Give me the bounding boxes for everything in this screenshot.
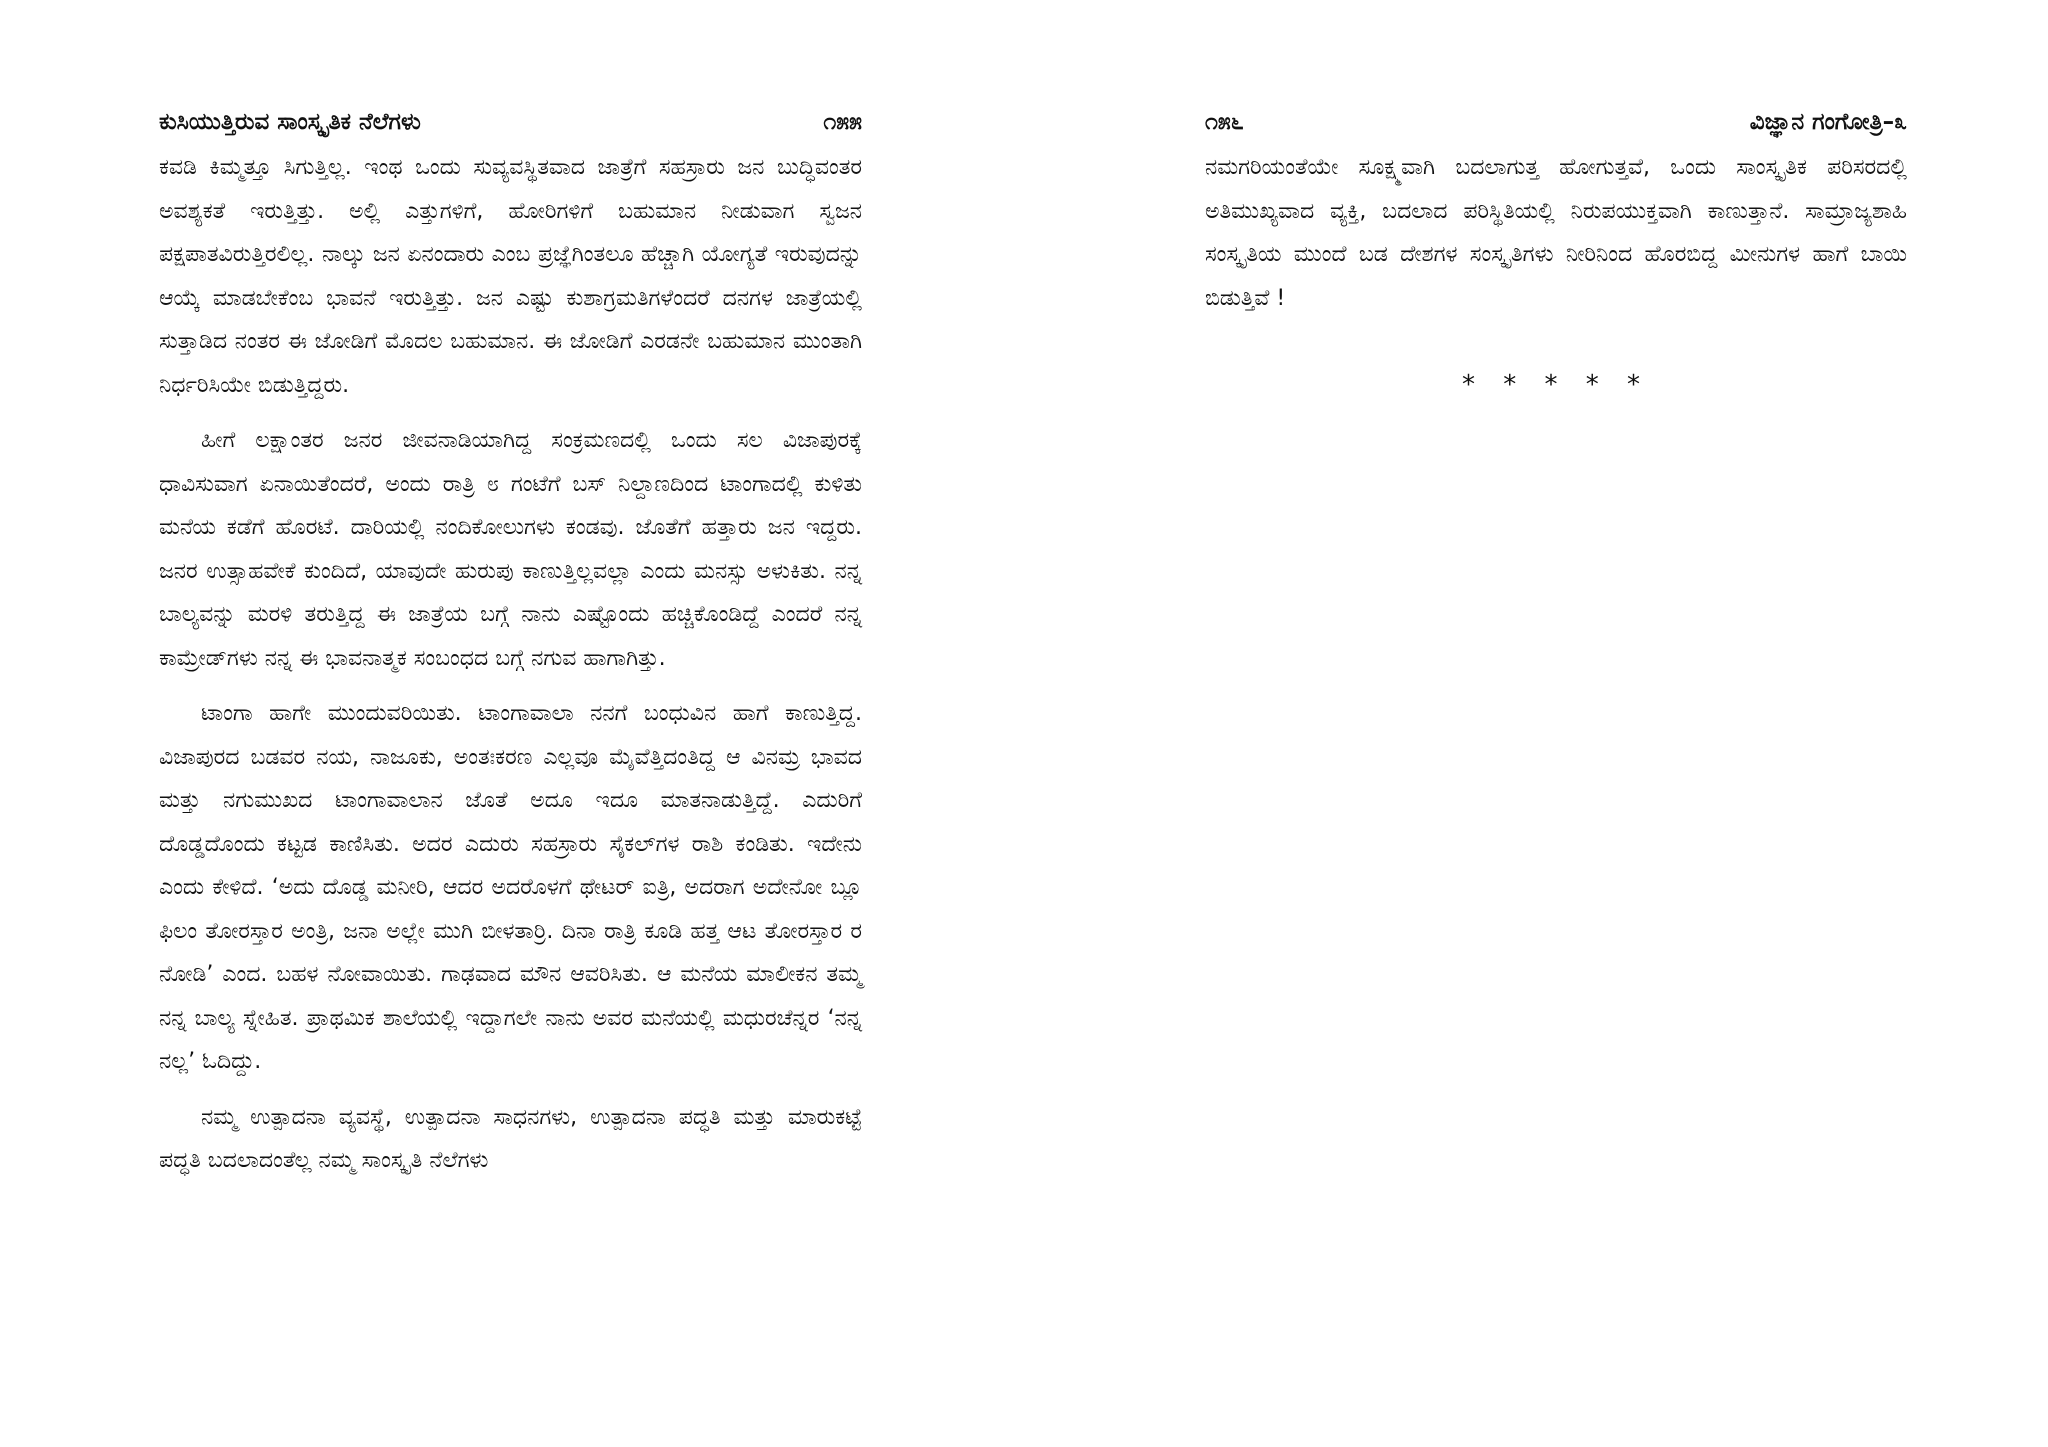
paragraph: ಹೀಗೆ ಲಕ್ಷಾಂತರ ಜನರ ಜೀವನಾಡಿಯಾಗಿದ್ದ ಸಂಕ್ರಮಣದಲ್ಲಿ ಒಂದು ಸಲ ವಿಜಾಪುರಕ್ಕೆ ಧಾವಿಸುವಾಗ ಏನಾಯಿತೆಂದರೆ, ಅಂದು ರಾತ್ರಿ ೮ ಗಂಟೆಗೆ ಬಸ್ ನಿಲ್ದಾಣದಿಂದ ಟಾಂಗಾದಲ್ಲಿ ಕುಳಿತು ಮನೆಯ ಕಡೆಗೆ ಹೊರಟೆ. ದಾರಿಯಲ್ಲಿ ನಂದಿಕೋಲುಗಳು ಕಂಡವು. ಜೊತೆಗೆ ಹತ್ತಾರು ಜನ ಇದ್ದರು. ಜನರ ಉತ್ಸಾಹವೇಕೆ ಕುಂದಿದೆ, ಯಾವುದೇ ಹುರುಪು ಕಾಣುತ್ತಿಲ್ಲವಲ್ಲಾ ಎಂದು ಮನಸ್ಸು ಅಳುಕಿತು. ನನ್ನ ಬಾಲ್ಯವನ್ನು ಮರಳಿ ತರುತ್ತಿದ್ದ ಈ ಜಾತ್ರೆಯ ಬಗ್ಗೆ ನಾನು ಎಷ್ಟೊಂದು ಹಚ್ಚಿಕೊಂಡಿದ್ದೆ ಎಂದರೆ ನನ್ನ ಕಾಮ್ರೇಡ್‌ಗಳು ನನ್ನ ಈ ಭಾವನಾತ್ಮಕ ಸಂಬಂಧದ ಬಗ್ಗೆ ನಗುವ ಹಾಗಾಗಿತ್ತು. (159, 428, 862, 671)
paragraph: ಟಾಂಗಾ ಹಾಗೇ ಮುಂದುವರಿಯಿತು. ಟಾಂಗಾವಾಲಾ ನನಗೆ ಬಂಧುವಿನ ಹಾಗೆ ಕಾಣುತ್ತಿದ್ದ. ವಿಜಾಪುರದ ಬಡವರ ನಯ, ನಾಜೂಕು, ಅಂತಃಕರಣ ಎಲ್ಲವೂ ಮೈವೆತ್ತಿದಂತಿದ್ದ ಆ ವಿನಮ್ರ ಭಾವದ ಮತ್ತು ನಗುಮುಖದ ಟಾಂಗಾವಾಲಾನ ಜೊತೆ ಅದೂ ಇದೂ ಮಾತನಾಡುತ್ತಿದ್ದೆ. ಎದುರಿಗೆ ದೊಡ್ಡದೊಂದು ಕಟ್ಟಡ ಕಾಣಿಸಿತು. ಅದರ ಎದುರು ಸಹಸ್ರಾರು ಸೈಕಲ್‌ಗಳ ರಾಶಿ ಕಂಡಿತು. ಇದೇನು ಎಂದು ಕೇಳಿದೆ. ‘ಅದು ದೊಡ್ಡ ಮನೀರಿ, ಆದರ ಅದರೊಳಗೆ ಥೇಟರ್ ಐತ್ರಿ, ಅದರಾಗ ಅದೇನೋ ಬ್ಲೂ ಫಿಲಂ ತೋರಸ್ತಾರ ಅಂತ್ರಿ, ಜನಾ ಅಲ್ಲೇ ಮುಗಿ ಬೀಳತಾರ್ರಿ. ದಿನಾ ರಾತ್ರಿ ಕೂಡಿ ಹತ್ತ ಆಟ ತೋರಸ್ತಾರ ರ ನೋಡಿ’ ಎಂದ. ಬಹಳ ನೋವಾಯಿತು. ಗಾಢವಾದ ಮೌನ ಆವರಿಸಿತು. ಆ ಮನೆಯ ಮಾಲೀಕನ ತಮ್ಮ ನನ್ನ ಬಾಲ್ಯ ಸ್ನೇಹಿತ. ಪ್ರಾಥಮಿಕ ಶಾಲೆಯಲ್ಲಿ ಇದ್ದಾಗಲೇ ನಾನು ಅವರ ಮನೆಯಲ್ಲಿ ಮಧುರಚೆನ್ನರ ‘ನನ್ನ ನಲ್ಲ’ ಓದಿದ್ದು. (159, 701, 862, 1074)
section-separator: * * * * * (1461, 370, 1651, 400)
right-running-header (1205, 100, 1907, 144)
right-page (1205, 100, 1907, 400)
paragraph: ಕವಡಿ ಕಿಮ್ಮತ್ತೂ ಸಿಗುತ್ತಿಲ್ಲ. ಇಂಥ ಒಂದು ಸುವ್ಯವಸ್ಥಿತವಾದ ಜಾತ್ರೆಗೆ ಸಹಸ್ರಾರು ಜನ ಬುದ್ಧಿವಂತರ ಅವಶ್ಯಕತೆ ಇರುತ್ತಿತ್ತು. ಅಲ್ಲಿ ಎತ್ತುಗಳಿಗೆ, ಹೋರಿಗಳಿಗೆ ಬಹುಮಾನ ನೀಡುವಾಗ ಸ್ವಜನ ಪಕ್ಷಪಾತವಿರುತ್ತಿರಲಿಲ್ಲ. ನಾಲ್ಕು ಜನ ಏನಂದಾರು ಎಂಬ ಪ್ರಜ್ಞೆಗಿಂತಲೂ ಹೆಚ್ಚಾಗಿ ಯೋಗ್ಯತೆ ಇರುವುದನ್ನು ಆಯ್ಕೆ ಮಾಡಬೇಕೆಂಬ ಭಾವನೆ ಇರುತ್ತಿತ್ತು. ಜನ ಎಷ್ಟು ಕುಶಾಗ್ರಮತಿಗಳೆಂದರೆ ದನಗಳ ಜಾತ್ರೆಯಲ್ಲಿ ಸುತ್ತಾಡಿದ ನಂತರ ಈ ಜೋಡಿಗೆ ಮೊದಲ ಬಹುಮಾನ. ಈ ಜೋಡಿಗೆ ಎರಡನೇ ಬಹುಮಾನ ಮುಂತಾಗಿ ನಿರ್ಧರಿಸಿಯೇ ಬಿಡುತ್ತಿದ್ದರು. (159, 155, 862, 398)
right-header-title: ವಿಜ್ಞಾನ ಗಂಗೋತ್ರಿ–೩ (1749, 109, 1907, 135)
left-header-title: ಕುಸಿಯುತ್ತಿರುವ ಸಾಂಸ್ಕೃತಿಕ ನೆಲೆಗಳು (159, 109, 421, 135)
left-page (159, 100, 862, 1183)
left-body-text (159, 146, 862, 1183)
right-page-number: ೧೫೬ (1205, 109, 1244, 135)
paragraph: ನಮಗರಿಯಂತೆಯೇ ಸೂಕ್ಷ್ಮವಾಗಿ ಬದಲಾಗುತ್ತ ಹೋಗುತ್ತವೆ, ಒಂದು ಸಾಂಸ್ಕೃತಿಕ ಪರಿಸರದಲ್ಲಿ ಅತಿಮುಖ್ಯವಾದ ವ್ಯಕ್ತಿ, ಬದಲಾದ ಪರಿಸ್ಥಿತಿಯಲ್ಲಿ ನಿರುಪಯುಕ್ತವಾಗಿ ಕಾಣುತ್ತಾನೆ. ಸಾಮ್ರಾಜ್ಯಶಾಹಿ ಸಂಸ್ಕೃತಿಯ ಮುಂದೆ ಬಡ ದೇಶಗಳ ಸಂಸ್ಕೃತಿಗಳು ನೀರಿನಿಂದ ಹೊರಬಿದ್ದ ಮೀನುಗಳ ಹಾಗೆ ಬಾಯಿ ಬಿಡುತ್ತಿವೆ ! (1205, 155, 1907, 311)
right-body-text (1205, 146, 1907, 320)
left-running-header (159, 100, 862, 144)
left-page-number: ೧೫೫ (823, 109, 862, 135)
paragraph: ನಮ್ಮ ಉತ್ಪಾದನಾ ವ್ಯವಸ್ಥೆ, ಉತ್ಪಾದನಾ ಸಾಧನಗಳು, ಉತ್ಪಾದನಾ ಪದ್ಧತಿ ಮತ್ತು ಮಾರುಕಟ್ಟೆ ಪದ್ಧತಿ ಬದಲಾದಂತೆಲ್ಲ ನಮ್ಮ ಸಾಂಸ್ಕೃತಿ ನೆಲೆಗಳು (159, 1104, 862, 1173)
